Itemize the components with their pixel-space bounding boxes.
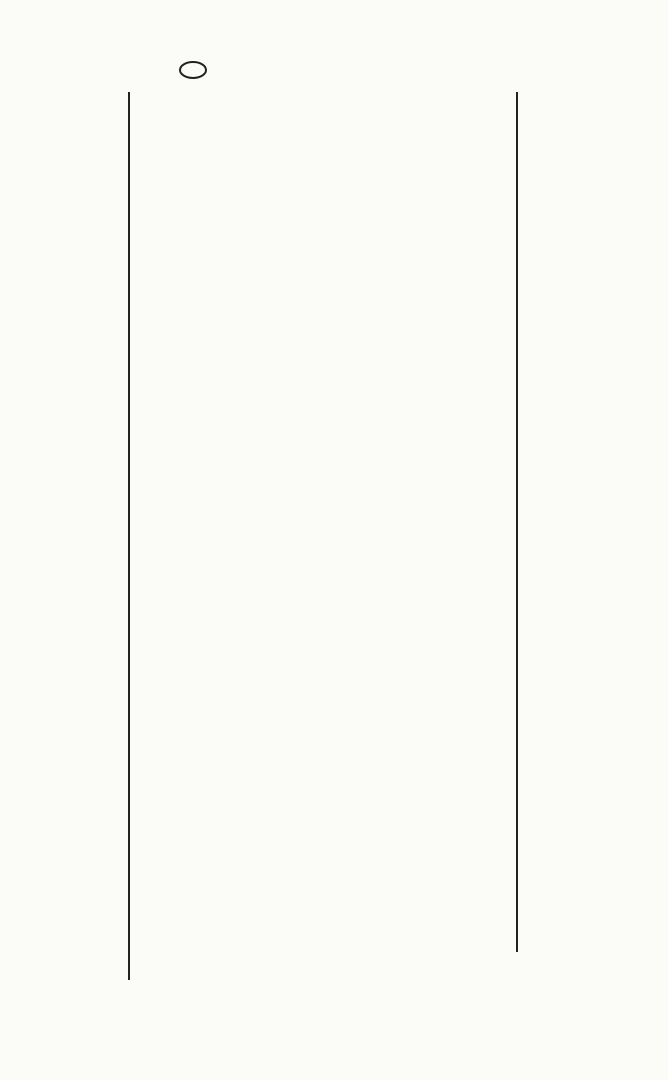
column-divider-right (516, 92, 518, 952)
header-ornament (178, 60, 208, 80)
column-divider-left (128, 92, 130, 980)
